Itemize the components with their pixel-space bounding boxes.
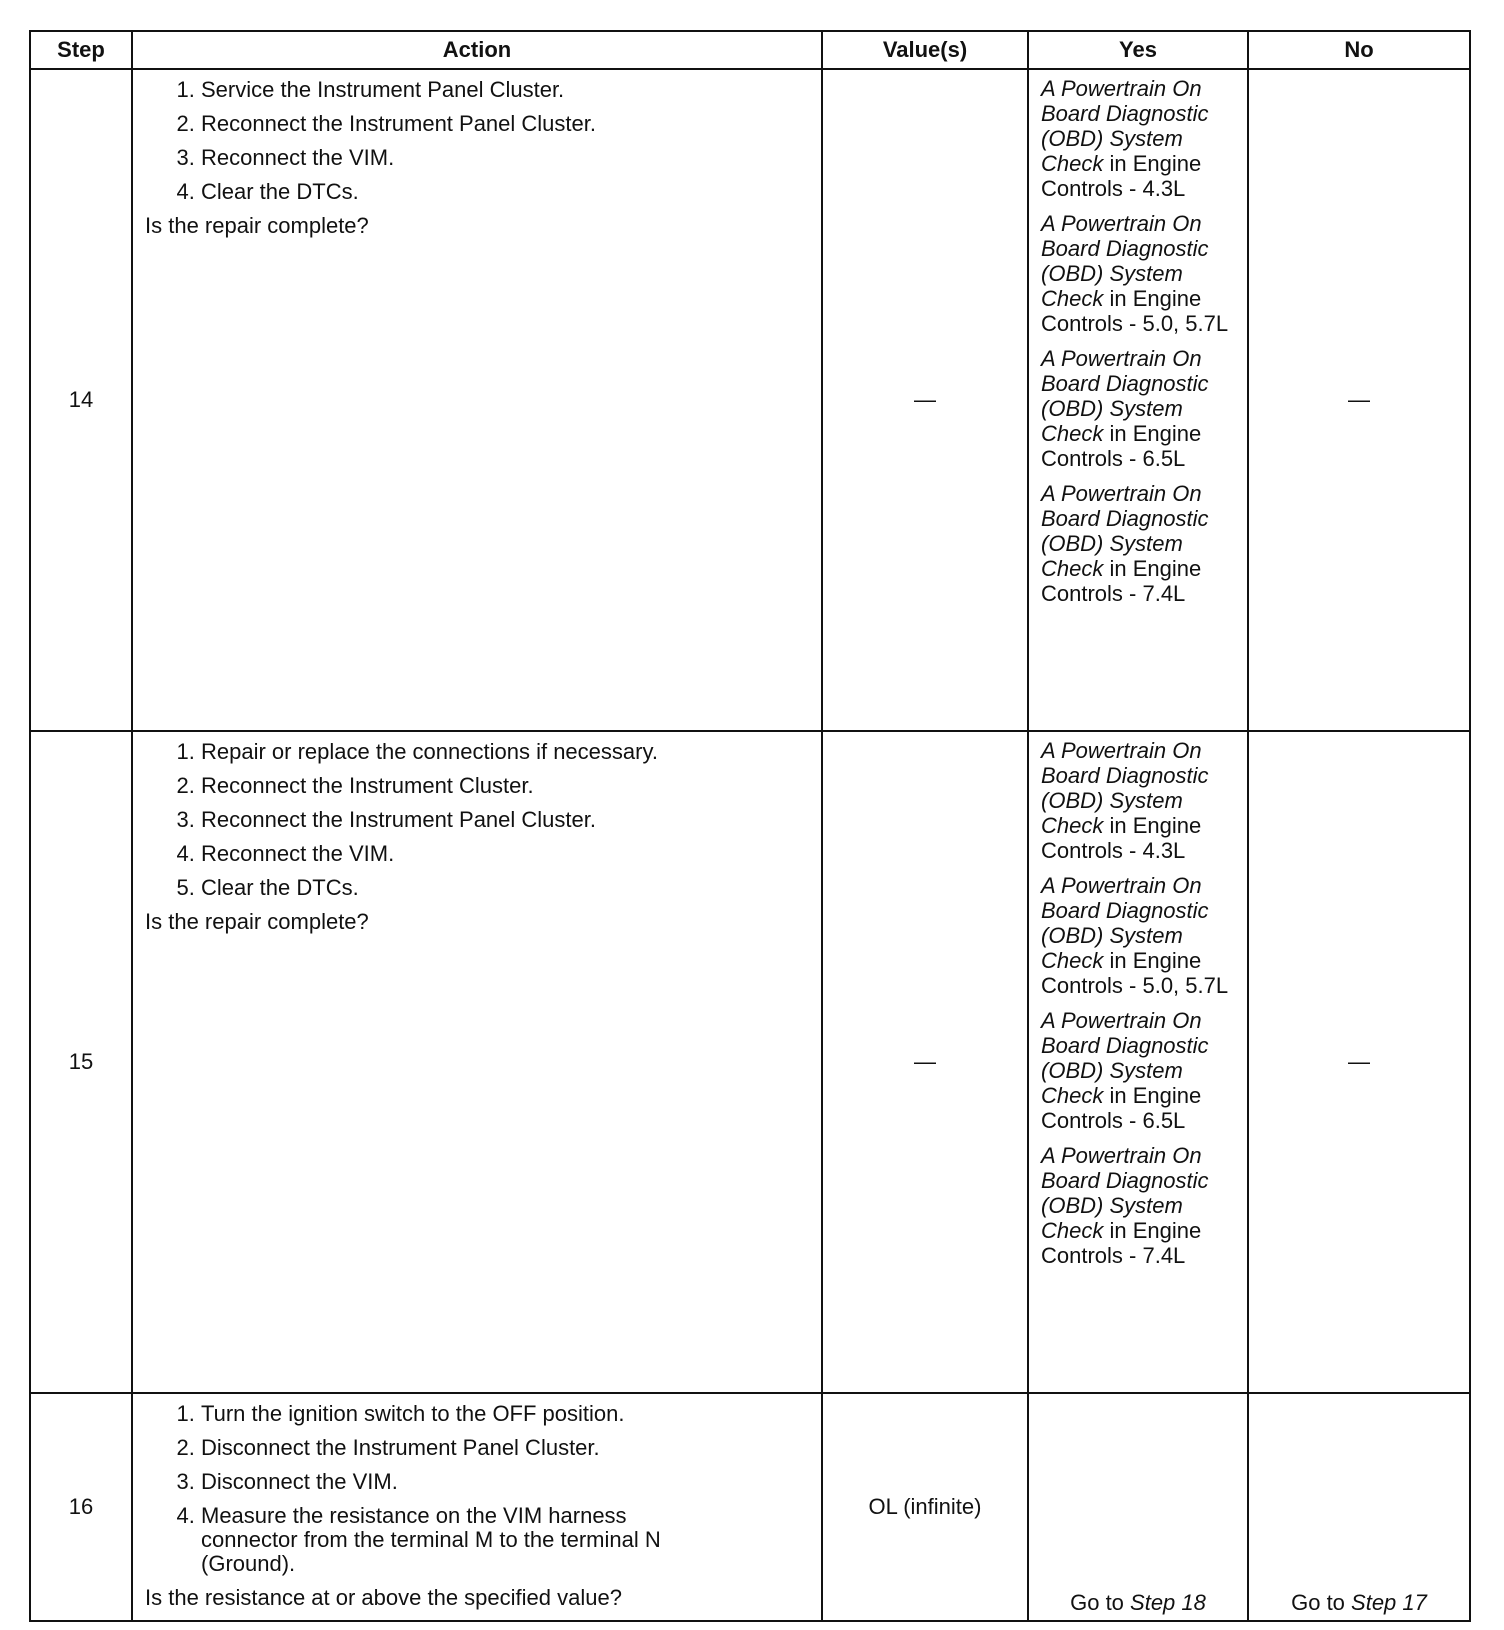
action-item: 3. Reconnect the VIM. [201, 146, 813, 170]
action-item: 4. Measure the resistance on the VIM harness connector from the terminal M to the terminal N (Ground). [201, 1504, 813, 1576]
yes-reference [1041, 211, 1241, 336]
action-item: 4. Clear the DTCs. [201, 180, 813, 204]
header-step: Step [30, 31, 132, 69]
yes-reference [1041, 346, 1241, 471]
yes-cell [1028, 69, 1248, 731]
table-row-step-16 [30, 1393, 1470, 1621]
action-item: 3. Disconnect the VIM. [201, 1470, 813, 1494]
action-cell [132, 731, 822, 1393]
action-item: 1. Turn the ignition switch to the OFF position. [201, 1402, 813, 1426]
yes-reference [1041, 738, 1241, 863]
reference-title: A Powertrain On Board Diagnostic (OBD) System Check [1041, 211, 1209, 311]
no-goto-cell [1248, 1393, 1470, 1621]
value-cell: — [822, 731, 1028, 1393]
no-cell: — [1248, 731, 1470, 1393]
action-item: 4. Reconnect the VIM. [201, 842, 813, 866]
action-item: 5. Clear the DTCs. [201, 876, 813, 900]
table-row-step-14 [30, 69, 1470, 731]
action-item: 1. Repair or replace the connections if necessary. [201, 740, 813, 764]
header-values: Value(s) [822, 31, 1028, 69]
table-row-step-15 [30, 731, 1470, 1393]
action-list [145, 78, 813, 204]
yes-reference [1041, 1143, 1241, 1268]
reference-title: A Powertrain On Board Diagnostic (OBD) System Check [1041, 76, 1209, 176]
header-yes: Yes [1028, 31, 1248, 69]
goto-prefix: Go to [1291, 1590, 1352, 1615]
action-item: 2. Reconnect the Instrument Panel Cluster. [201, 112, 813, 136]
reference-location: in Engine Controls - 5.0, 5.7L [1041, 948, 1229, 998]
action-cell [132, 69, 822, 731]
reference-title: A Powertrain On Board Diagnostic (OBD) System Check [1041, 346, 1209, 446]
goto-step-link[interactable]: Step 18 [1130, 1590, 1206, 1615]
reference-title: A Powertrain On Board Diagnostic (OBD) System Check [1041, 1143, 1209, 1243]
step-number: 15 [30, 731, 132, 1393]
action-item: 2. Disconnect the Instrument Panel Cluster. [201, 1436, 813, 1460]
reference-title: A Powertrain On Board Diagnostic (OBD) System Check [1041, 1008, 1209, 1108]
action-cell [132, 1393, 822, 1621]
action-item: 3. Reconnect the Instrument Panel Cluster. [201, 808, 813, 832]
header-action: Action [132, 31, 822, 69]
reference-location: in Engine Controls - 7.4L [1041, 1218, 1202, 1268]
action-question: Is the repair complete? [145, 909, 369, 934]
action-question: Is the repair complete? [145, 213, 369, 238]
reference-title: A Powertrain On Board Diagnostic (OBD) System Check [1041, 481, 1209, 581]
reference-title: A Powertrain On Board Diagnostic (OBD) System Check [1041, 738, 1209, 838]
yes-goto-cell [1028, 1393, 1248, 1621]
goto-step-link[interactable]: Step 17 [1351, 1590, 1427, 1615]
yes-reference [1041, 481, 1241, 606]
yes-cell [1028, 731, 1248, 1393]
diagnostic-table [29, 30, 1471, 1622]
reference-location: in Engine Controls - 4.3L [1041, 813, 1202, 863]
step-number: 14 [30, 69, 132, 731]
reference-location: in Engine Controls - 6.5L [1041, 1083, 1202, 1133]
header-no: No [1248, 31, 1470, 69]
action-list [145, 740, 813, 900]
reference-location: in Engine Controls - 7.4L [1041, 556, 1202, 606]
reference-location: in Engine Controls - 5.0, 5.7L [1041, 286, 1229, 336]
action-item: 2. Reconnect the Instrument Cluster. [201, 774, 813, 798]
reference-location: in Engine Controls - 4.3L [1041, 151, 1202, 201]
reference-location: in Engine Controls - 6.5L [1041, 421, 1202, 471]
action-item: 1. Service the Instrument Panel Cluster. [201, 78, 813, 102]
step-number: 16 [30, 1393, 132, 1621]
yes-reference [1041, 1008, 1241, 1133]
action-list [145, 1402, 813, 1576]
goto-prefix: Go to [1070, 1590, 1131, 1615]
reference-title: A Powertrain On Board Diagnostic (OBD) System Check [1041, 873, 1209, 973]
yes-reference [1041, 873, 1241, 998]
action-question: Is the resistance at or above the specified value? [145, 1585, 622, 1610]
no-cell: — [1248, 69, 1470, 731]
value-cell: — [822, 69, 1028, 731]
header-row [30, 31, 1470, 69]
value-cell: OL (infinite) [822, 1393, 1028, 1621]
yes-reference [1041, 76, 1241, 201]
